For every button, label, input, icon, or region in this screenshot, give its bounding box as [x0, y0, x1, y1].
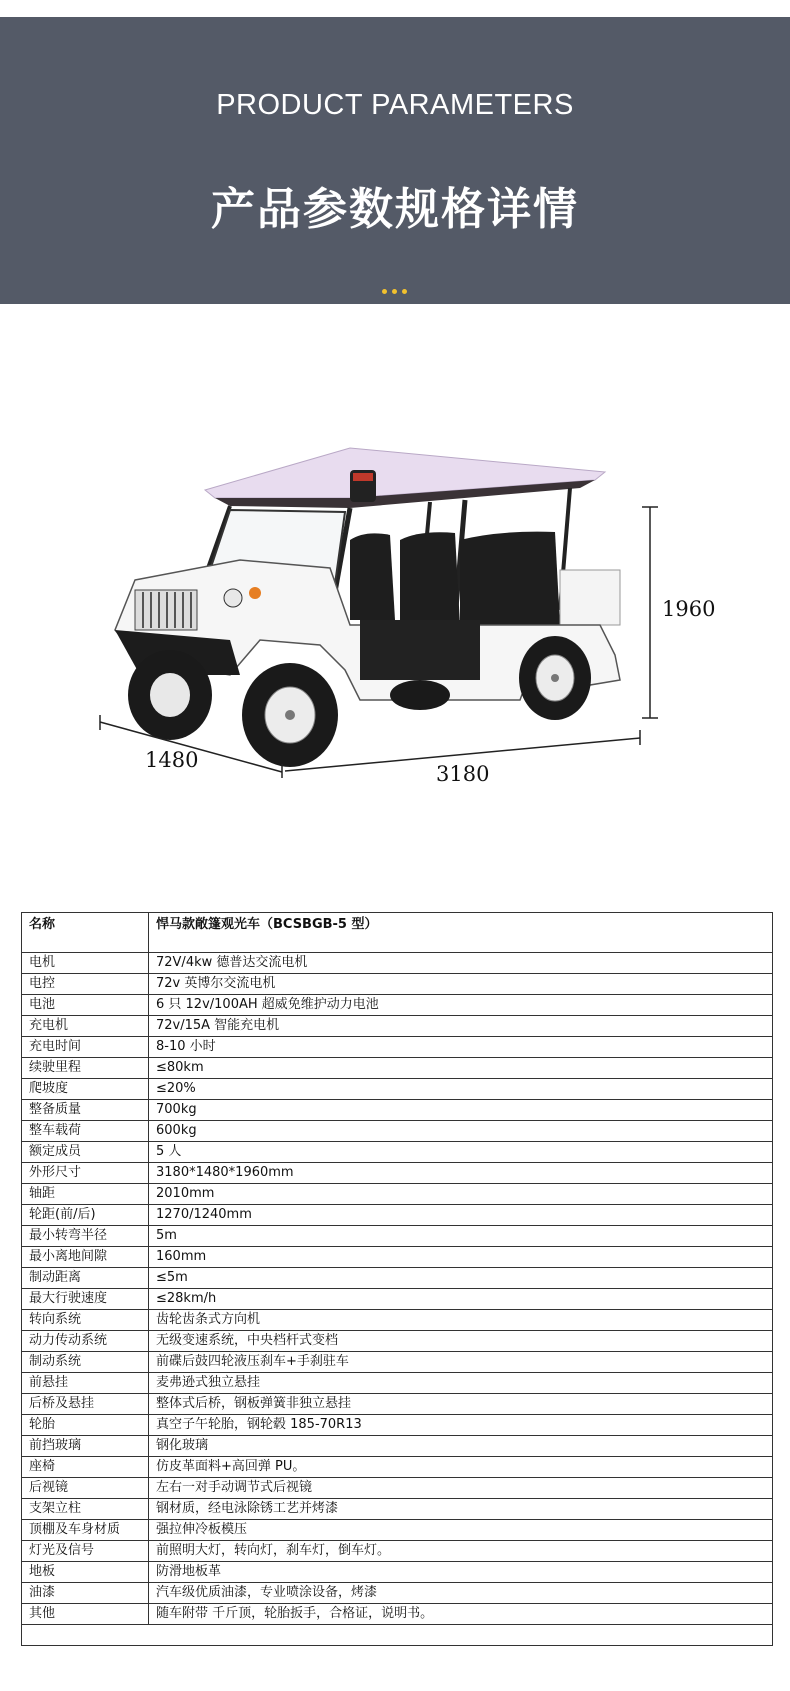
- spec-row: [22, 1247, 773, 1268]
- height-dimension-label: 1960: [662, 597, 716, 621]
- cart-illustration: [0, 420, 790, 850]
- spec-value: 左右一对手动调节式后视镜: [149, 1478, 773, 1499]
- spec-label: 座椅: [22, 1457, 149, 1478]
- spec-value: 强拉伸冷板模压: [149, 1520, 773, 1541]
- spec-row: [22, 1457, 773, 1478]
- length-dimension-label: 3180: [436, 762, 490, 786]
- spec-label: 轴距: [22, 1184, 149, 1205]
- spec-row: [22, 1604, 773, 1625]
- spec-row: [22, 1289, 773, 1310]
- spec-value: 72V/4kw 德普达交流电机: [149, 953, 773, 974]
- spec-row: [22, 953, 773, 974]
- spec-label: 轮胎: [22, 1415, 149, 1436]
- spec-row: [22, 1541, 773, 1562]
- spec-row: [22, 1394, 773, 1415]
- spec-label: 额定成员: [22, 1142, 149, 1163]
- spec-row: [22, 1268, 773, 1289]
- product-image: [0, 420, 790, 850]
- spec-empty-row: [22, 1625, 773, 1646]
- spec-row: [22, 1163, 773, 1184]
- spec-value: 3180*1480*1960mm: [149, 1163, 773, 1184]
- spec-label: 油漆: [22, 1583, 149, 1604]
- spec-row: [22, 1205, 773, 1226]
- spec-label: 轮距(前/后): [22, 1205, 149, 1226]
- spec-label: 整车载荷: [22, 1121, 149, 1142]
- spec-label: 转向系统: [22, 1310, 149, 1331]
- spec-row: [22, 1121, 773, 1142]
- spec-label: 制动距离: [22, 1268, 149, 1289]
- decorative-dots-icon: [382, 279, 412, 298]
- spec-row: [22, 1499, 773, 1520]
- spec-value: 前碟后鼓四轮液压刹车+手刹驻车: [149, 1352, 773, 1373]
- spec-label: 爬坡度: [22, 1079, 149, 1100]
- spec-label: 最小离地间隙: [22, 1247, 149, 1268]
- spec-row: [22, 1352, 773, 1373]
- spec-label: 支架立柱: [22, 1499, 149, 1520]
- spec-row: [22, 1520, 773, 1541]
- spec-row: [22, 1373, 773, 1394]
- spec-label: 充电机: [22, 1016, 149, 1037]
- spec-table-header: [22, 913, 773, 953]
- spec-label: 最小转弯半径: [22, 1226, 149, 1247]
- spec-value: 6 只 12v/100AH 超威免维护动力电池: [149, 995, 773, 1016]
- spec-value: ≤28km/h: [149, 1289, 773, 1310]
- spec-value: 5 人: [149, 1142, 773, 1163]
- spec-row: [22, 1016, 773, 1037]
- spec-value: 汽车级优质油漆，专业喷涂设备，烤漆: [149, 1583, 773, 1604]
- spec-value: 5m: [149, 1226, 773, 1247]
- spec-row: [22, 1226, 773, 1247]
- spec-table: [21, 912, 773, 1646]
- spec-header-value: 悍马款敞篷观光车（BCSBGB-5 型）: [149, 913, 773, 953]
- spec-label: 地板: [22, 1562, 149, 1583]
- spec-value: 钢材质，经电泳除锈工艺并烤漆: [149, 1499, 773, 1520]
- spec-label: 其他: [22, 1604, 149, 1625]
- spec-row: [22, 1436, 773, 1457]
- width-dimension-label: 1480: [145, 748, 199, 772]
- spec-row: [22, 1562, 773, 1583]
- banner-title-zh: 产品参数规格详情: [211, 184, 579, 235]
- spec-label: 电池: [22, 995, 149, 1016]
- spec-value: ≤80km: [149, 1058, 773, 1079]
- spec-value: 前照明大灯，转向灯，刹车灯，倒车灯。: [149, 1541, 773, 1562]
- spec-row: [22, 974, 773, 995]
- spec-label: 整备质量: [22, 1100, 149, 1121]
- spec-label: 后桥及悬挂: [22, 1394, 149, 1415]
- spec-row: [22, 1142, 773, 1163]
- spec-value: ≤20%: [149, 1079, 773, 1100]
- spec-value: 仿皮革面料+高回弹 PU。: [149, 1457, 773, 1478]
- spec-row: [22, 1184, 773, 1205]
- spec-value: 麦弗逊式独立悬挂: [149, 1373, 773, 1394]
- spec-value: 8-10 小时: [149, 1037, 773, 1058]
- spec-row: [22, 1583, 773, 1604]
- spec-value: 72v 英博尔交流电机: [149, 974, 773, 995]
- spec-empty-cell: [22, 1625, 773, 1646]
- spec-value: 整体式后桥，钢板弹簧非独立悬挂: [149, 1394, 773, 1415]
- spec-label: 后视镜: [22, 1478, 149, 1499]
- spec-row: [22, 995, 773, 1016]
- banner-title-en: PRODUCT PARAMETERS: [216, 89, 574, 121]
- header-banner: [0, 17, 790, 304]
- spec-value: 160mm: [149, 1247, 773, 1268]
- spec-value: 700kg: [149, 1100, 773, 1121]
- spec-row: [22, 1331, 773, 1352]
- spec-value: 齿轮齿条式方向机: [149, 1310, 773, 1331]
- spec-row: [22, 1100, 773, 1121]
- spec-label: 顶棚及车身材质: [22, 1520, 149, 1541]
- spec-row: [22, 1079, 773, 1100]
- spec-value: 防滑地板革: [149, 1562, 773, 1583]
- spec-value: 600kg: [149, 1121, 773, 1142]
- spec-label: 动力传动系统: [22, 1331, 149, 1352]
- spec-row: [22, 1037, 773, 1058]
- spec-label: 续驶里程: [22, 1058, 149, 1079]
- spec-label: 制动系统: [22, 1352, 149, 1373]
- spec-value: 1270/1240mm: [149, 1205, 773, 1226]
- spec-label: 电机: [22, 953, 149, 974]
- spec-value: 随车附带 千斤顶，轮胎扳手，合格证，说明书。: [149, 1604, 773, 1625]
- spec-value: 2010mm: [149, 1184, 773, 1205]
- spec-label: 充电时间: [22, 1037, 149, 1058]
- spec-label: 前挡玻璃: [22, 1436, 149, 1457]
- spec-label: 外形尺寸: [22, 1163, 149, 1184]
- spec-value: 真空子午轮胎，钢轮毂 185-70R13: [149, 1415, 773, 1436]
- spec-value: 钢化玻璃: [149, 1436, 773, 1457]
- spec-row: [22, 1415, 773, 1436]
- spec-label: 前悬挂: [22, 1373, 149, 1394]
- spec-label: 灯光及信号: [22, 1541, 149, 1562]
- spec-value: ≤5m: [149, 1268, 773, 1289]
- spec-value: 无级变速系统，中央档杆式变档: [149, 1331, 773, 1352]
- spec-header-label: 名称: [22, 913, 149, 953]
- spec-row: [22, 1058, 773, 1079]
- spec-row: [22, 1310, 773, 1331]
- spec-row: [22, 1478, 773, 1499]
- spec-label: 电控: [22, 974, 149, 995]
- spec-label: 最大行驶速度: [22, 1289, 149, 1310]
- spec-value: 72v/15A 智能充电机: [149, 1016, 773, 1037]
